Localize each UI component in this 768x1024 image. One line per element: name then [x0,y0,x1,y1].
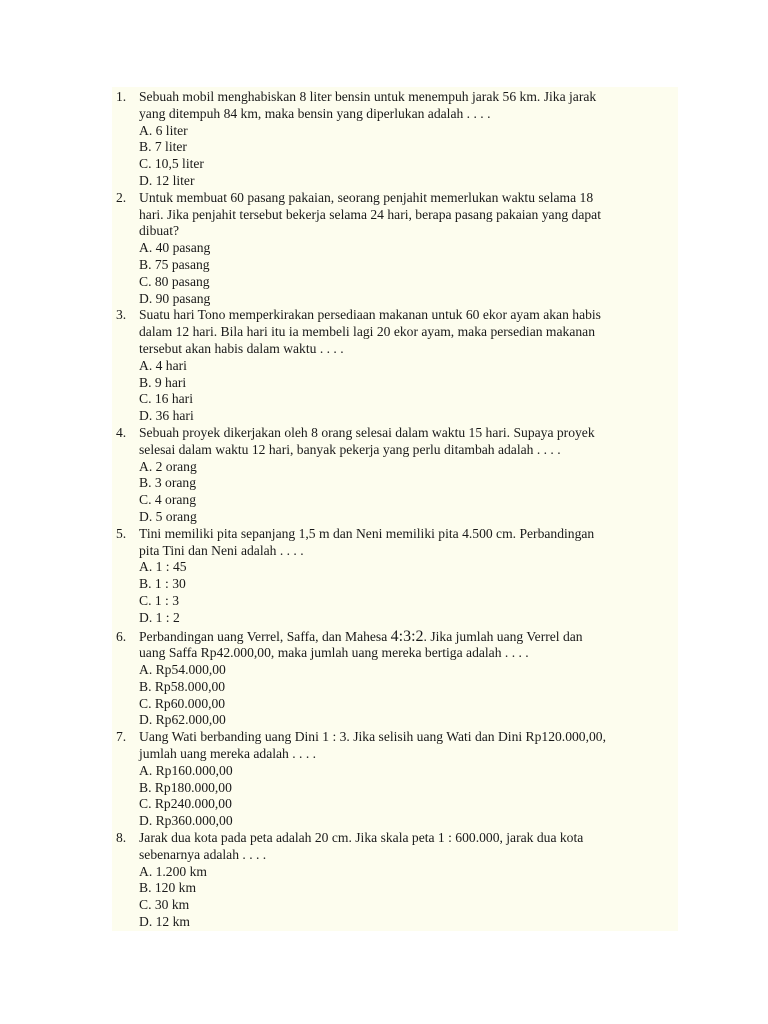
option-c: C. 10,5 liter [139,156,204,172]
option-list [139,662,678,729]
question-text: Suatu hari Tono memperkirakan persediaan makanan untuk 60 ekor ayam akan habis dalam 12 hari. Bila hari itu ia membeli lagi 20 ekor ayam, maka persedian makanan tersebut akan habis dalam waktu . . . . [139,307,601,356]
option-a: A. 1 : 45 [139,559,187,575]
option-list [139,240,678,307]
option-a: A. 4 hari [139,357,187,373]
option-d: D. Rp62.000,00 [139,712,226,728]
option-d: D. 12 liter [139,172,195,188]
question-text: Untuk membuat 60 pasang pakaian, seorang penjahit memerlukan waktu selama 18 hari. Jika penjahit tersebut bekerja selama 24 hari, berapa pasang pakaian yang dapat dibuat? [139,189,601,239]
option-c: C. 1 : 3 [139,592,180,608]
option-list [139,123,678,190]
option-b: B. 75 pasang [139,256,210,272]
option-list [139,459,678,526]
question-number: 8. [116,830,127,846]
worksheet-page [112,87,678,931]
question-text: Sebuah proyek dikerjakan oleh 8 orang selesai dalam waktu 15 hari. Supaya proyek selesai dalam waktu 12 hari, banyak pekerja yang perlu ditambah adalah . . . . [139,424,595,457]
question-number: 5. [116,525,127,541]
question-text-rest: . Jika jumlah uang Verrel dan uang Saffa Rp42.000,00, maka jumlah uang mereka bertiga adalah . . . . [139,628,583,661]
question-number: 3. [116,307,127,323]
question-list [112,89,678,931]
question-1 [112,89,678,190]
option-d: D. 5 orang [139,508,197,524]
option-b: B. 1 : 30 [139,576,186,592]
question-text: Uang Wati berbanding uang Dini 1 : 3. Jika selisih uang Wati dan Dini Rp120.000,00, jumlah uang mereka adalah . . . . [139,729,606,762]
option-c: C. 30 km [139,897,190,913]
option-b: B. Rp58.000,00 [139,678,226,694]
question-text: Jarak dua kota pada peta adalah 20 cm. Jika skala peta 1 : 600.000, jarak dua kota sebenarnya adalah . . . . [139,830,584,862]
question-2 [112,190,678,308]
option-list [139,358,678,425]
question-3 [112,307,678,425]
option-b: B. 9 hari [139,374,187,390]
question-number: 7. [116,729,127,745]
option-d: D. 1 : 2 [139,609,180,625]
question-4 [112,425,678,526]
question-text: Sebuah mobil menghabiskan 8 liter bensin untuk menempuh jarak 56 km. Jika jarak yang ditempuh 84 km, maka bensin yang diperlukan adalah . . . . [139,89,597,121]
option-a: A. Rp160.000,00 [139,762,233,778]
option-c: C. 4 orang [139,492,197,508]
option-d: D. 90 pasang [139,290,211,306]
option-a: A. Rp54.000,00 [139,662,226,678]
question-text: Tini memiliki pita sepanjang 1,5 m dan Neni memiliki pita 4.500 cm. Perbandingan pita Tini dan Neni adalah . . . . [139,525,595,558]
question-5 [112,526,678,627]
question-6 [112,629,678,730]
question-7 [112,729,678,830]
ratio-value: 4:3:2 [390,627,424,645]
question-8 [112,830,678,931]
option-a: A. 1.200 km [139,863,207,879]
question-number: 4. [116,424,127,440]
option-b: B. Rp180.000,00 [139,779,232,795]
option-a: A. 2 orang [139,458,197,474]
option-c: C. Rp60.000,00 [139,695,226,711]
option-list [139,864,678,931]
option-d: D. Rp360.000,00 [139,813,233,829]
option-c: C. Rp240.000,00 [139,796,232,812]
option-b: B. 120 km [139,880,197,896]
option-a: A. 40 pasang [139,240,211,256]
option-c: C. 16 hari [139,391,193,407]
option-list [139,559,678,626]
question-text [139,629,678,663]
option-b: B. 7 liter [139,139,187,155]
option-a: A. 6 liter [139,122,188,138]
option-b: B. 3 orang [139,475,197,491]
question-text-lead: Perbandingan uang Verrel, Saffa, dan Mahesa [139,628,391,644]
option-c: C. 80 pasang [139,273,210,289]
question-number: 2. [116,189,127,205]
option-list [139,763,678,830]
question-number: 6. [116,628,127,644]
option-d: D. 12 km [139,914,190,930]
option-d: D. 36 hari [139,408,194,424]
question-number: 1. [116,89,127,104]
